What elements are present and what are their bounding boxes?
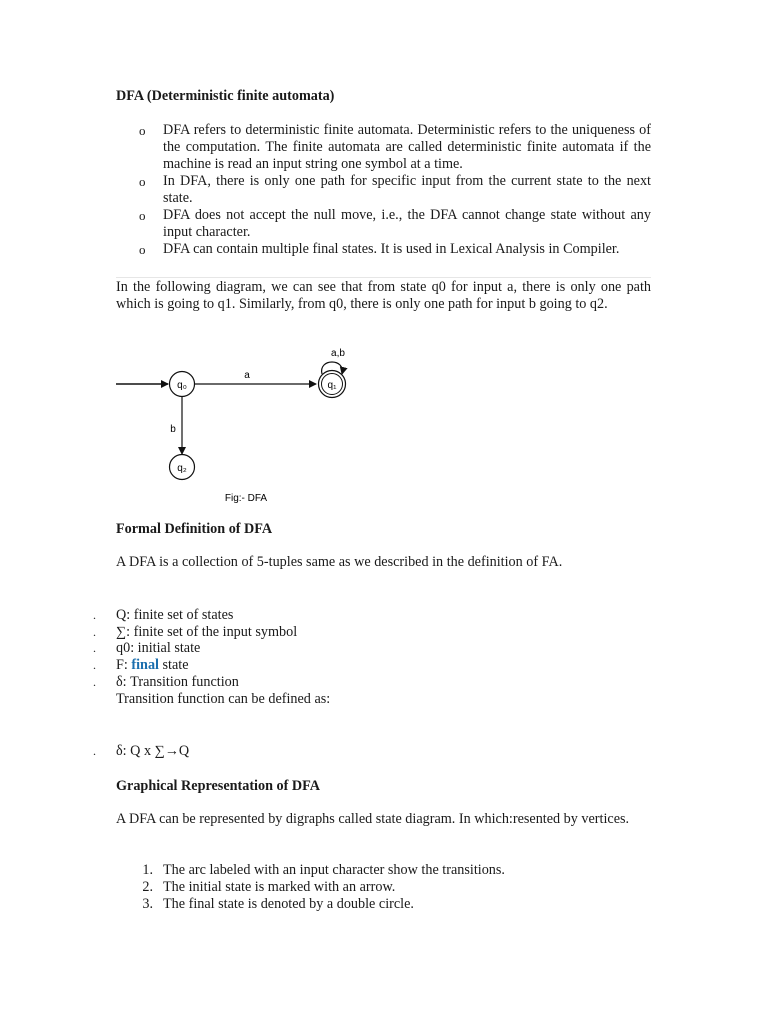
self-loop-label: a,b xyxy=(331,348,345,359)
page-title: DFA (Deterministic finite automata) xyxy=(116,88,335,104)
bullet-item: DFA refers to deterministic finite automata. Deterministic refers to the uniqueness of the computation. The finite automata are called deterministic finite automata if the machine is read an input string one symbol at a time. xyxy=(163,122,651,172)
divider xyxy=(116,277,651,278)
list-item: The final state is denoted by a double circle. xyxy=(163,896,414,912)
bullet-item: DFA can contain multiple final states. It is used in Lexical Analysis in Compiler. xyxy=(163,241,620,257)
list-number: 1. xyxy=(142,862,153,878)
dot-marker: . xyxy=(93,625,96,639)
final-link[interactable]: final xyxy=(131,657,159,673)
tuple-delta: δ: Transition function xyxy=(116,674,239,690)
edge-b-label: b xyxy=(170,424,176,435)
state-q2-label: q₂ xyxy=(177,463,187,474)
transition-definition: δ: Q x ∑→Q xyxy=(116,743,190,759)
transition-intro: Transition function can be defined as: xyxy=(116,691,331,707)
dot-marker: . xyxy=(93,744,96,758)
list-number: 3. xyxy=(142,896,153,912)
dfa-diagram xyxy=(110,338,370,513)
tuple-f-suffix: state xyxy=(158,657,189,673)
dot-marker: . xyxy=(93,608,96,622)
dot-marker: . xyxy=(93,641,96,655)
tuple-f xyxy=(116,657,189,674)
dot-marker: . xyxy=(93,658,96,672)
graphical-heading: Graphical Representation of DFA xyxy=(116,778,320,794)
dot-marker: . xyxy=(93,675,96,689)
bullet-marker: o xyxy=(139,123,146,138)
list-item: The initial state is marked with an arrow. xyxy=(163,879,396,895)
state-q0-label: q₀ xyxy=(177,380,187,391)
bullet-item: DFA does not accept the null move, i.e., the DFA cannot change state without any input character. xyxy=(163,207,651,240)
state-q1-label: q₁ xyxy=(327,380,337,391)
list-item: The arc labeled with an input character show the transitions. xyxy=(163,862,505,878)
bullet-marker: o xyxy=(139,174,146,189)
bullet-marker: o xyxy=(139,208,146,223)
formal-text: A DFA is a collection of 5-tuples same as we described in the definition of FA. xyxy=(116,554,563,570)
tuple-sigma: ∑: finite set of the input symbol xyxy=(116,624,298,640)
bullet-item: In DFA, there is only one path for specific input from the current state to the next state. xyxy=(163,173,651,206)
tuple-f-prefix: F: xyxy=(116,657,132,673)
list-number: 2. xyxy=(142,879,153,895)
figure-caption: Fig:- DFA xyxy=(224,493,268,504)
tuple-q: Q: finite set of states xyxy=(116,607,234,623)
graphical-text: A DFA can be represented by digraphs called state diagram. In which:resented by vertices. xyxy=(116,811,630,827)
intro-paragraph: In the following diagram, we can see that from state q0 for input a, there is only one path which is going to q1. Similarly, from q0, there is only one path for input b going to q2. xyxy=(116,279,651,312)
tuple-q0: q0: initial state xyxy=(116,640,201,656)
formal-heading: Formal Definition of DFA xyxy=(116,521,273,537)
edge-a-label: a xyxy=(244,370,250,381)
bullet-marker: o xyxy=(139,242,146,257)
